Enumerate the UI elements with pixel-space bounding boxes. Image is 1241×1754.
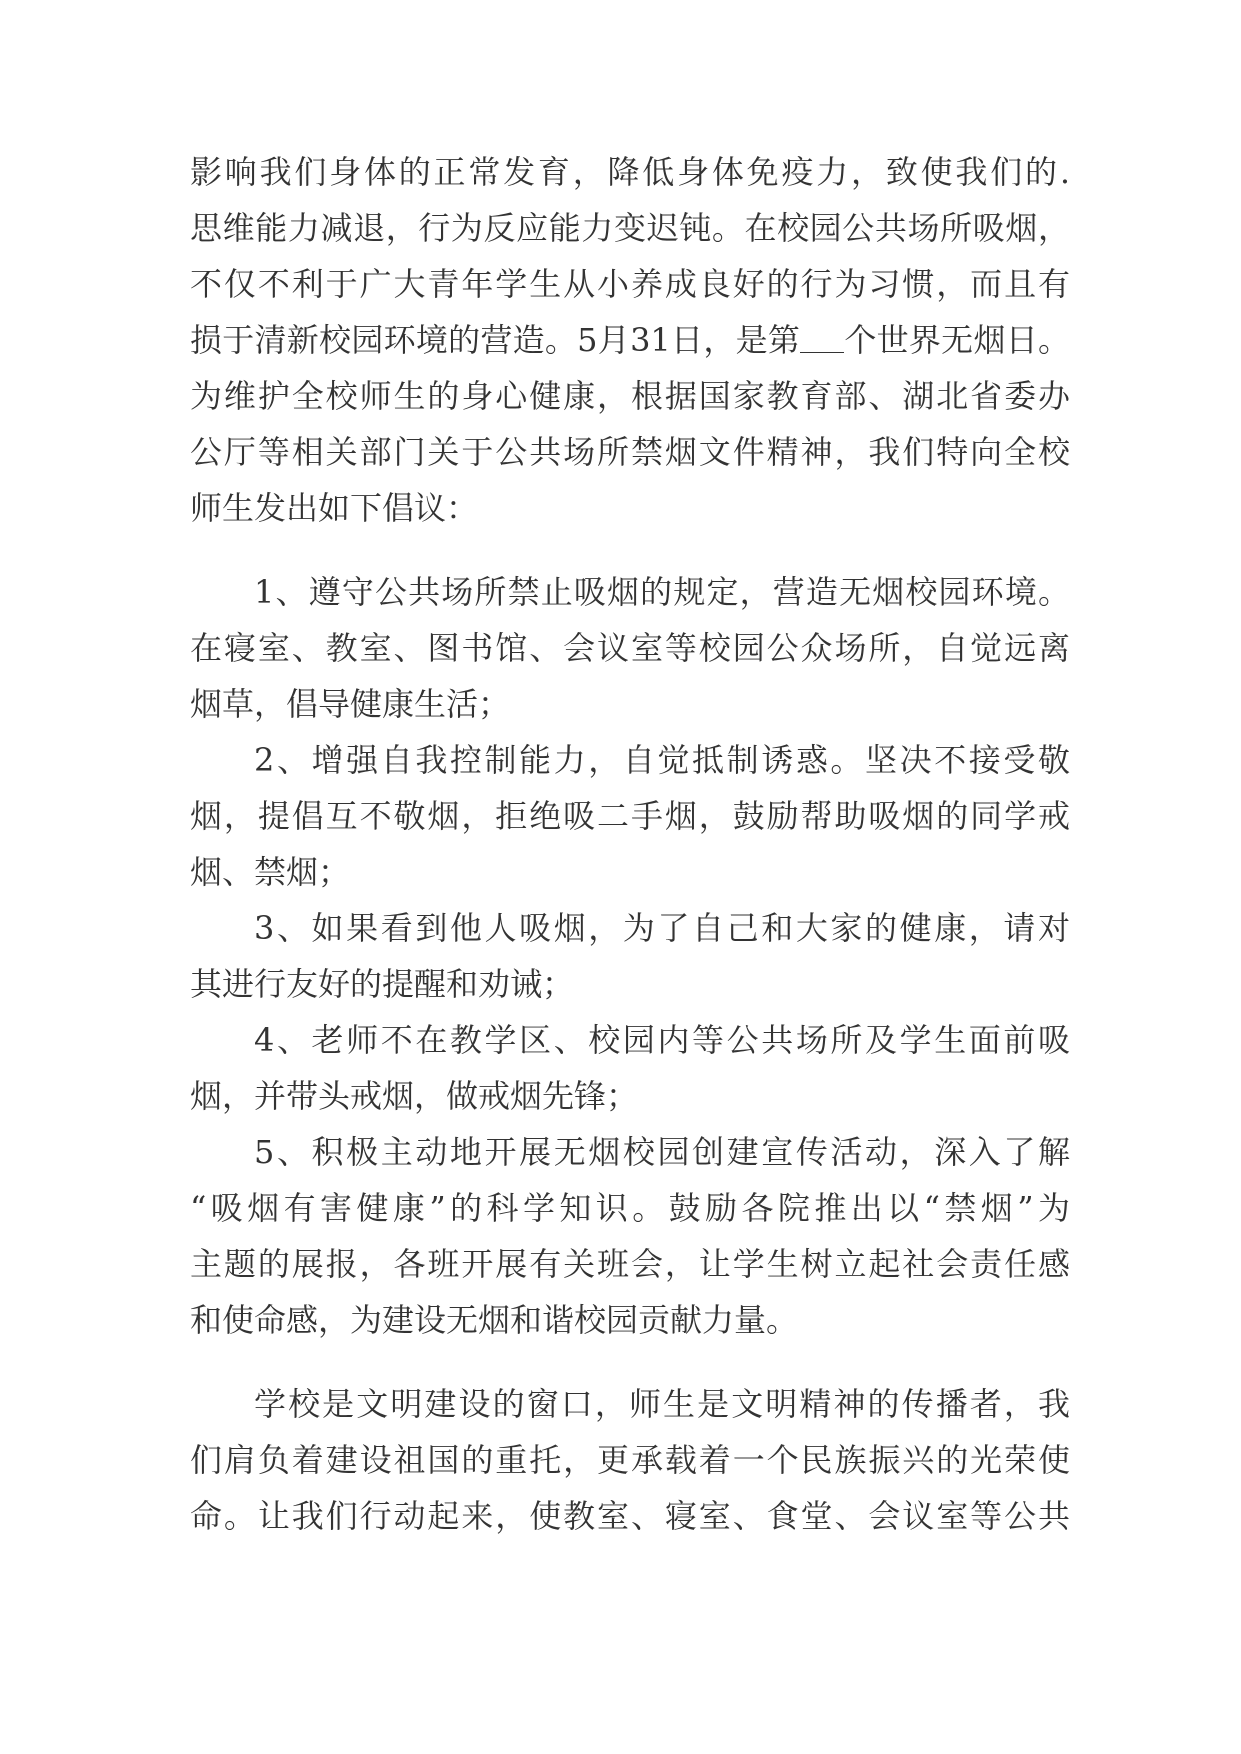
text-line: 其进行友好的提醒和劝诫；	[190, 965, 575, 1003]
text-line: 师生发出如下倡议：	[190, 489, 479, 527]
text-line: 思维能力减退，行为反应能力变迟钝。在校园公共场所吸烟，	[190, 209, 1070, 247]
text-line: 4、老师不在教学区、校园内等公共场所及学生面前吸	[254, 1021, 1070, 1059]
text-line: 主题的展报，各班开展有关班会，让学生树立起社会责任感	[190, 1245, 1070, 1283]
text-line: 烟草，倡导健康生活；	[190, 685, 511, 723]
text-line: 影响我们身体的正常发育，降低身体免疫力，致使我们的.	[190, 153, 1070, 191]
text-line: 们肩负着建设祖国的重托，更承载着一个民族振兴的光荣使	[190, 1441, 1070, 1479]
text-line: 3、如果看到他人吸烟，为了自己和大家的健康，请对	[254, 909, 1070, 947]
text-line: 公厅等相关部门关于公共场所禁烟文件精神，我们特向全校	[190, 433, 1070, 471]
text-line: 烟，并带头戒烟，做戒烟先锋；	[190, 1077, 639, 1115]
text-line: 烟、禁烟；	[190, 853, 351, 891]
text-line: 学校是文明建设的窗口，师生是文明精神的传播者，我	[254, 1385, 1070, 1423]
text-line: 烟，提倡互不敬烟，拒绝吸二手烟，鼓励帮助吸烟的同学戒	[190, 797, 1070, 835]
text-line: 在寝室、教室、图书馆、会议室等校园公众场所，自觉远离	[190, 629, 1070, 667]
fill-in-blank	[800, 320, 844, 353]
text-line: “吸烟有害健康”的科学知识。鼓励各院推出以“禁烟”为	[190, 1189, 1070, 1227]
text-line: 和使命感，为建设无烟和谐校园贡献力量。	[190, 1301, 799, 1339]
text-line: 命。让我们行动起来，使教室、寝室、食堂、会议室等公共	[190, 1497, 1070, 1535]
text-line: 5、积极主动地开展无烟校园创建宣传活动，深入了解	[254, 1133, 1070, 1171]
text-line: 1、遵守公共场所禁止吸烟的规定，营造无烟校园环境。	[254, 573, 1070, 611]
text-line: 2、增强自我控制能力，自觉抵制诱惑。坚决不接受敬	[254, 741, 1070, 779]
text-line: 不仅不利于广大青年学生从小养成良好的行为习惯，而且有	[190, 265, 1070, 303]
text-line-with-blank	[190, 318, 1070, 362]
text-line: 为维护全校师生的身心健康，根据国家教育部、湖北省委办	[190, 377, 1070, 415]
text-segment: 损于清新校园环境的营造。5月31日，是第	[190, 321, 801, 359]
text-segment: 个世界无烟日。	[844, 321, 1070, 359]
